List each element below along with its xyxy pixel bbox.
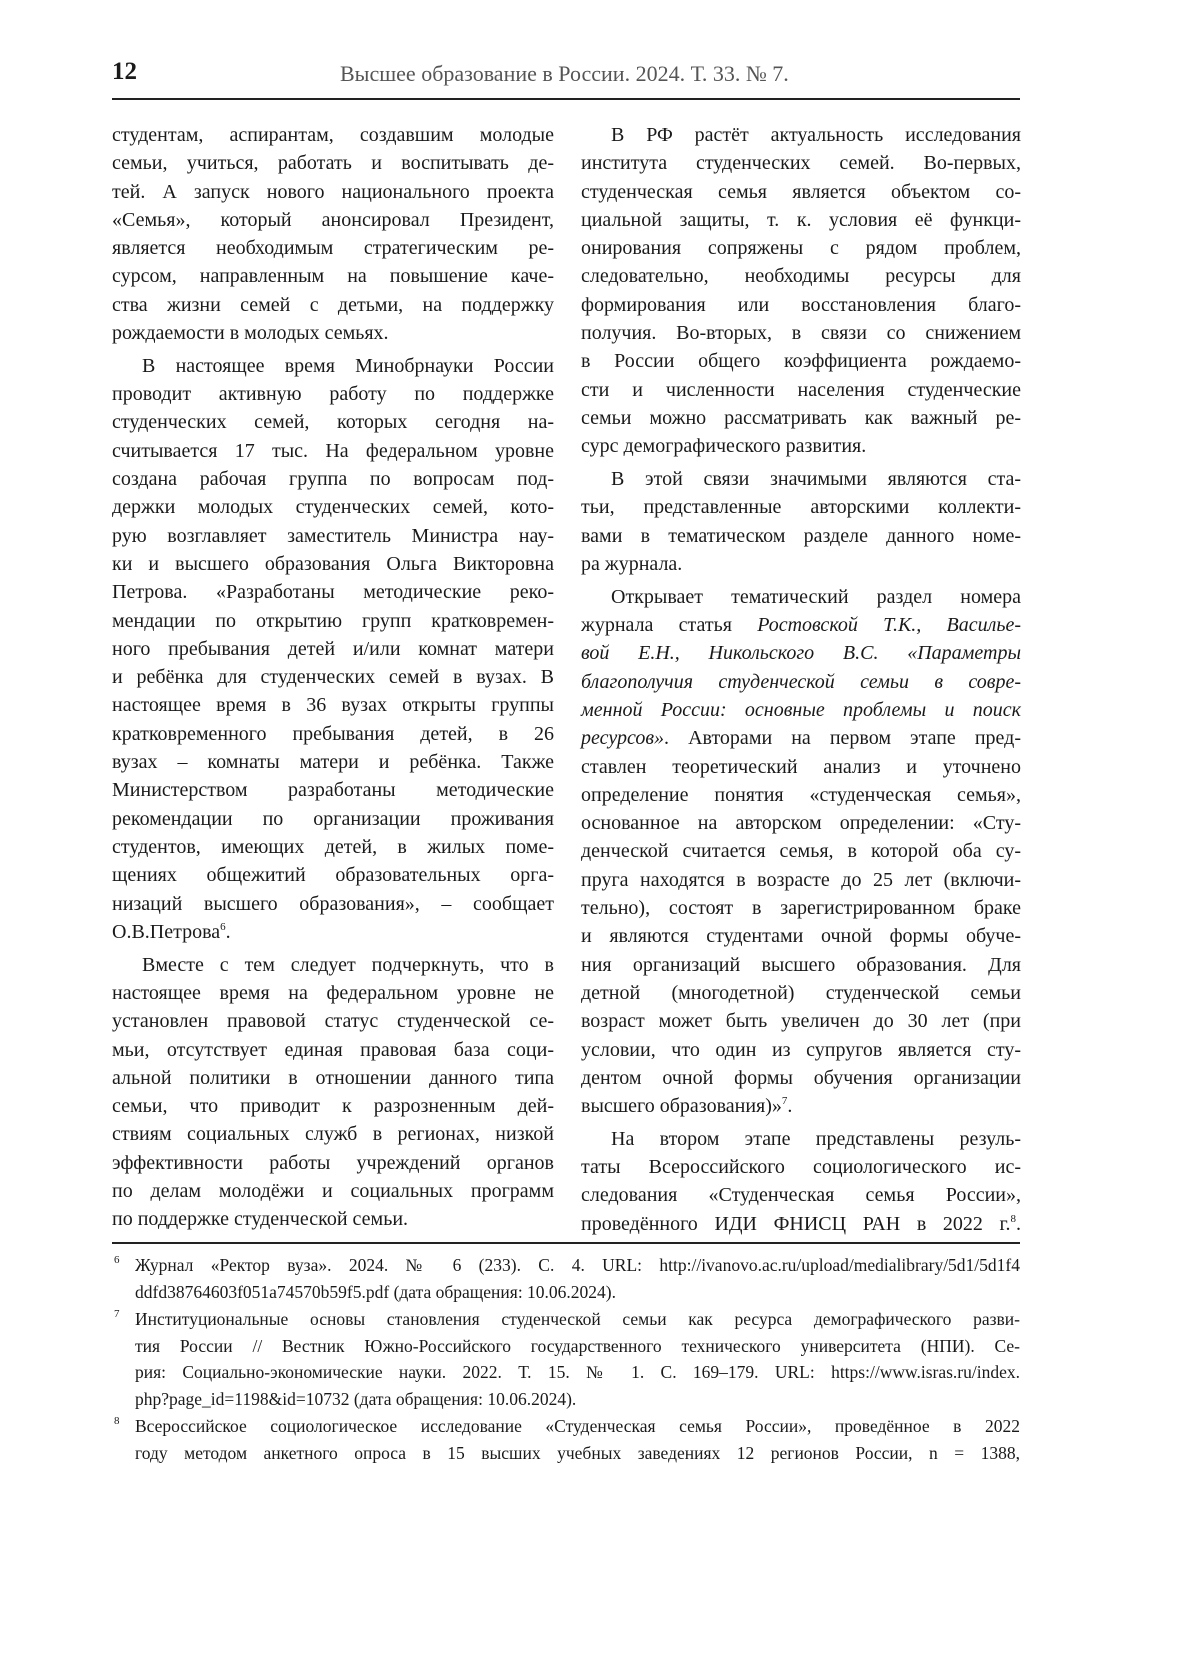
text-line: дентом очной формы обучения организации xyxy=(581,1066,1021,1089)
text-line: вузах – комнаты матери и ребёнка. Также xyxy=(112,751,554,774)
header-divider xyxy=(112,98,1020,100)
text-line: студентов, имеющих детей, в жилых поме- xyxy=(112,835,554,858)
text-line: эффективности работы учреждений органов xyxy=(112,1151,554,1174)
right-text-column xyxy=(581,121,1021,1243)
text-line: по поддержке студенческой семьи. xyxy=(112,1208,409,1231)
text-line: является необходимым стратегическим ре- xyxy=(112,237,554,260)
text-line: следовательно, необходимы ресурсы для xyxy=(581,265,1021,288)
text-line: В настоящее время Минобрнауки России xyxy=(142,354,554,377)
text-line: тьи, представленные авторскими коллекти- xyxy=(581,496,1021,519)
text-line: проводит активную работу по поддержке xyxy=(112,383,554,406)
paragraph xyxy=(112,121,554,347)
paragraph xyxy=(112,951,554,1234)
text-line: института студенческих семей. Во-первых, xyxy=(581,152,1021,175)
text-line: получия. Во-вторых, в связи со снижением xyxy=(581,322,1021,345)
text-line: Петрова. «Разработаны методические реко- xyxy=(112,581,554,604)
text-line: Вместе с тем следует подчеркнуть, что в xyxy=(142,953,554,976)
text-line: семьи, что приводит к разрозненным дей- xyxy=(112,1095,554,1118)
footnote-ref: 8 xyxy=(1010,1212,1016,1225)
text-line: следования «Студенческая семья России», xyxy=(581,1184,1021,1207)
footnote-line: рия: Социально-экономические науки. 2022. Т. 15. № 1. С. 169–179. URL: https://www.isras.ru/index. xyxy=(135,1362,1020,1382)
text-line xyxy=(581,639,1021,667)
text-line: студенческая семья является объектом со- xyxy=(581,180,1021,203)
text-line: условии, что один из супругов является сту- xyxy=(581,1038,1021,1061)
text-line: студенческих семей, которых сегодня на- xyxy=(112,411,554,434)
text-line: «Семья», который анонсировал Президент, xyxy=(112,208,554,231)
footnotes xyxy=(112,1252,1020,1467)
text-line: сурс демографического развития. xyxy=(581,435,867,458)
text-line: пруга находятся в возрасте до 25 лет (включи- xyxy=(581,868,1021,891)
text-line: вами в тематическом разделе данного номе- xyxy=(581,524,1021,547)
text-line: формирования или восстановления благо- xyxy=(581,293,1021,316)
text-line: семьи можно рассматривать как важный ре- xyxy=(581,406,1021,429)
text-line: рождаемости в молодых семьях. xyxy=(112,322,389,345)
text-segment: журнала статья xyxy=(581,614,758,637)
text-line: онирования сопряжены с рядом проблем, xyxy=(581,237,1021,260)
text-line: сти и численности населения студенческие xyxy=(581,378,1021,401)
text-line: рекомендации по организации проживания xyxy=(112,807,554,830)
text-line: ствиям социальных служб в регионах, низкой xyxy=(112,1123,554,1146)
footnote xyxy=(112,1306,1020,1412)
text-segment: . Авторами на первом этапе пред- xyxy=(664,727,1021,750)
text-line: и являются студентами очной формы обуче- xyxy=(581,925,1021,948)
paragraph xyxy=(581,1125,1021,1238)
italic-text: Ростовской Т.К., Васильe- xyxy=(757,614,1021,637)
text-line: держки молодых студенческих семей, кото- xyxy=(112,496,554,519)
text-line: установлен правовой статус студенческой се- xyxy=(112,1010,554,1033)
text-line: тей. А запуск нового национального проекта xyxy=(112,180,554,203)
footnote-line: Институциональные основы становления студенческой семьи как ресурса демографического разви- xyxy=(135,1309,1020,1329)
text-line: денческой считается семья, в которой оба су- xyxy=(581,840,1021,863)
text-line: возраст может быть увеличен до 30 лет (при xyxy=(581,1010,1021,1033)
italic-text: вой Е.Н., Никольского В.С. «Параметры xyxy=(581,642,1021,665)
footnote xyxy=(112,1252,1020,1305)
paragraph xyxy=(581,465,1021,578)
footnote xyxy=(112,1413,1020,1466)
text-line: мьи, отсутствует единая правовая база соци- xyxy=(112,1038,554,1061)
text-line: Открывает тематический раздел номера xyxy=(611,585,1021,608)
footnote-ref: 6 xyxy=(220,920,226,933)
text-line: детной (многодетной) студенческой семьи xyxy=(581,981,1021,1004)
text-line: и ребёнка для студенческих семей в вузах. В xyxy=(112,666,554,689)
text-line: ства жизни семей с детьми, на поддержку xyxy=(112,293,554,316)
text-line: настоящее время в 36 вузах открыты группы xyxy=(112,694,554,717)
text-line: ки и высшего образования Ольга Викторовна xyxy=(112,552,554,575)
text-line: щениях общежитий образовательных орга- xyxy=(112,864,554,887)
text-line: В РФ растёт актуальность исследования xyxy=(611,124,1021,146)
italic-text: менной России: основные проблемы и поиск xyxy=(581,698,1021,721)
footnote-number: 6 xyxy=(114,1254,120,1266)
footnote-line: Всероссийское социологическое исследование «Студенческая семья России», проведённое в 2022 xyxy=(135,1416,1020,1436)
text-line: сурсом, направленным на повышение каче- xyxy=(112,265,554,288)
footnote-ref: 7 xyxy=(781,1095,788,1108)
page-number: 12 xyxy=(112,58,137,85)
text-line: ставлен теоретический анализ и уточнено xyxy=(581,755,1021,778)
text-line: низаций высшего образования», – сообщает xyxy=(112,892,554,915)
footnote-line: тия России // Вестник Южно-Российского государственного технического университета (НПИ). Се- xyxy=(135,1335,1020,1356)
footnote-line: Журнал «Ректор вуза». 2024. № 6 (233). С. 4. URL: http://ivanovo.ac.ru/upload/medialibrary/5d1/5d1f4 xyxy=(135,1255,1020,1275)
paragraph xyxy=(581,583,1021,1121)
text-segment: . xyxy=(1016,1212,1021,1235)
text-line: определение понятия «студенческая семья», xyxy=(581,783,1021,806)
text-line: создана рабочая группа по вопросам под- xyxy=(112,468,554,491)
text-line: семьи, учиться, работать и воспитывать де- xyxy=(112,152,554,175)
text-line: кратковременного пребывания детей, в 26 xyxy=(112,722,554,745)
italic-text: ресурсов» xyxy=(581,727,665,750)
text-line xyxy=(581,724,1021,752)
footnote-number: 8 xyxy=(114,1415,120,1427)
text-line xyxy=(581,696,1021,724)
text-segment: О.В.Петрова xyxy=(112,920,221,943)
text-line: ного пребывания детей и/или комнат матери xyxy=(112,637,554,660)
footnote-divider xyxy=(112,1242,1020,1244)
text-line: основанное на авторском определении: «Сту- xyxy=(581,812,1021,835)
text-line: ния организаций высшего образования. Для xyxy=(581,953,1021,976)
running-header xyxy=(112,58,1020,98)
text-line: циальной защиты, т. к. условия её функци- xyxy=(581,208,1021,231)
text-line: альной политики в отношении данного типа xyxy=(112,1066,554,1089)
text-segment: проведённого ИДИ ФНИСЦ РАН в 2022 г. xyxy=(581,1212,1011,1235)
text-segment: . xyxy=(225,920,231,943)
text-line xyxy=(581,668,1021,696)
footnote-line: php?page_id=1198&id=10732 (дата обращения: 10.06.2024). xyxy=(135,1388,577,1409)
text-line: мендации по открытию групп кратковремен- xyxy=(112,609,554,632)
text-segment: высшего образования)» xyxy=(581,1095,782,1118)
footnote-line: году методом анкетного опроса в 15 высших учебных заведениях 12 регионов России, n = 1388, xyxy=(135,1442,1020,1463)
footnote-number: 7 xyxy=(114,1308,120,1320)
text-line xyxy=(581,1092,1021,1120)
paragraph xyxy=(112,352,554,946)
paragraph xyxy=(581,121,1021,461)
journal-title: Высшее образование в России. 2024. Т. 33. № 7. xyxy=(340,61,789,86)
text-line: таты Всероссийского социологического ис- xyxy=(581,1156,1021,1179)
text-line: В этой связи значимыми являются ста- xyxy=(611,468,1021,491)
text-line: студентам, аспирантам, создавшим молодые xyxy=(112,124,554,146)
text-line xyxy=(581,1210,1021,1238)
text-line: настоящее время на федеральном уровне не xyxy=(112,981,554,1004)
text-segment: . xyxy=(787,1095,793,1118)
text-line: считывается 17 тыс. На федеральном уровне xyxy=(112,439,554,462)
text-line: рую возглавляет заместитель Министра нау- xyxy=(112,524,554,547)
text-line xyxy=(581,611,1021,639)
footnote-line: ddfd38764603f051a74570b59f5.pdf (дата обращения: 10.06.2024). xyxy=(135,1281,617,1302)
left-text-column xyxy=(112,121,554,1238)
text-line: ра журнала. xyxy=(581,552,683,575)
text-line xyxy=(112,918,554,946)
text-line: тельно), состоят в зарегистрированном браке xyxy=(581,897,1021,920)
text-line: Министерством разработаны методические xyxy=(112,779,554,802)
text-line: в России общего коэффициента рождаемо- xyxy=(581,350,1021,373)
text-line: по делам молодёжи и социальных программ xyxy=(112,1179,554,1202)
italic-text: благополучия студенческой семьи в совре- xyxy=(581,670,1021,693)
text-line: На втором этапе представлены резуль- xyxy=(611,1127,1021,1150)
